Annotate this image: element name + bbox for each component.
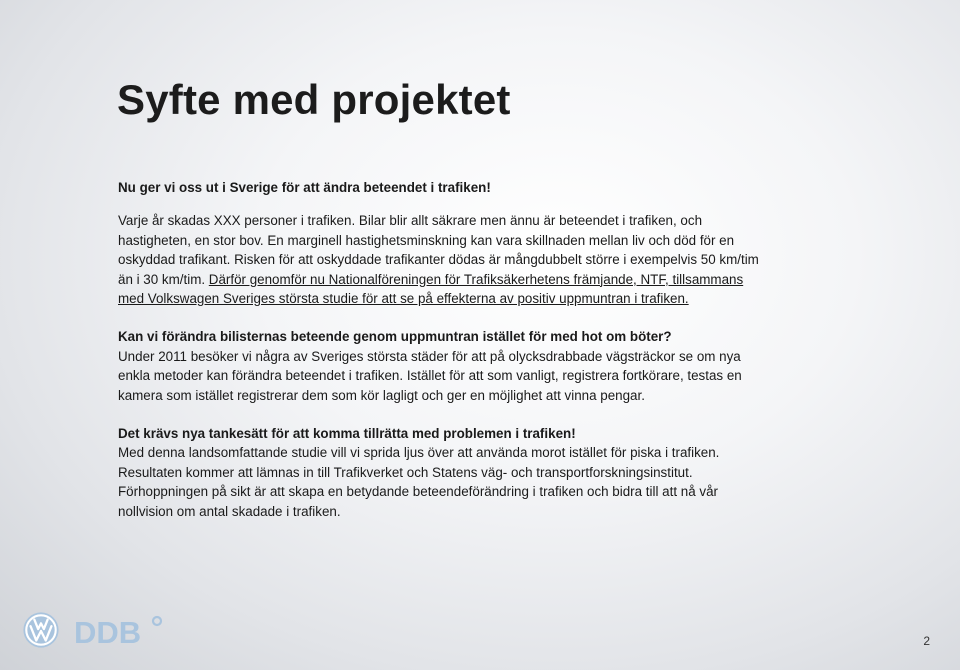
ntf-study-link[interactable]: Därför genomför nu Nationalföreningen för Trafiksäkerhetens främjande, NTF, tillsammans med Volkswagen Sveriges största studie för att se på effekterna av positiv uppmuntran i trafiken. (118, 271, 744, 307)
intro-heading: Nu ger vi oss ut i Sverige för att ändra beteendet i trafiken! (118, 180, 491, 195)
paragraph-goal-line-3: Förhoppningen på sikt är att skapa en betydande beteendeförändring i trafiken och bidra till att nå vår nollvision om antal skadade i trafiken. (118, 484, 718, 519)
ddb-logo-text: DDB (74, 615, 142, 647)
slide-title: Syfte med projektet (117, 76, 511, 123)
volkswagen-logo-icon (22, 611, 60, 649)
footer-logos (22, 610, 166, 650)
paragraph-method: Under 2011 besöker vi några av Sveriges största städer för att på olycksdrabbade vägsträckor se om nya enkla metoder kan förändra beteendet i trafiken. Istället för att som vanligt, registrera fortkörare, testas en kamera som istället registrerar dem som kör lagligt och ger en möjlighet att vinna pengar. (118, 348, 742, 403)
page-number: 2 (923, 634, 930, 648)
question-heading: Kan vi förändra bilisternas beteende genom uppmuntran istället för med hot om böter? (118, 329, 672, 345)
paragraph-goal-line-1: Med denna landsomfattande studie vill vi sprida ljus över att använda morot istället för piska i trafiken. (118, 445, 720, 461)
ddb-dot-icon (153, 617, 161, 625)
paragraph-statistics (118, 211, 768, 308)
ddb-logo (74, 613, 166, 647)
slide-body (118, 178, 768, 521)
paragraph-goal-line-2: Resultaten kommer att lämnas in till Trafikverket och Statens väg- och transportforskningsinstitut. (118, 464, 693, 480)
paragraph-statistics-text: Varje år skadas XXX personer i trafiken. Bilar blir allt säkrare men ännu är beteendet i trafiken, och hastigheten, en stor bov. En marginell hastighetsminskning kan vara skillnaden mellan liv och död för en oskyddad trafikant. Risken för att oskyddade trafikanter dödas är mångdubbelt större i exempelvis 50 km/tim än i 30 km/tim. (118, 213, 759, 287)
new-thinking-heading: Det krävs nya tankesätt för att komma tillrätta med problemen i trafiken! (118, 426, 576, 442)
